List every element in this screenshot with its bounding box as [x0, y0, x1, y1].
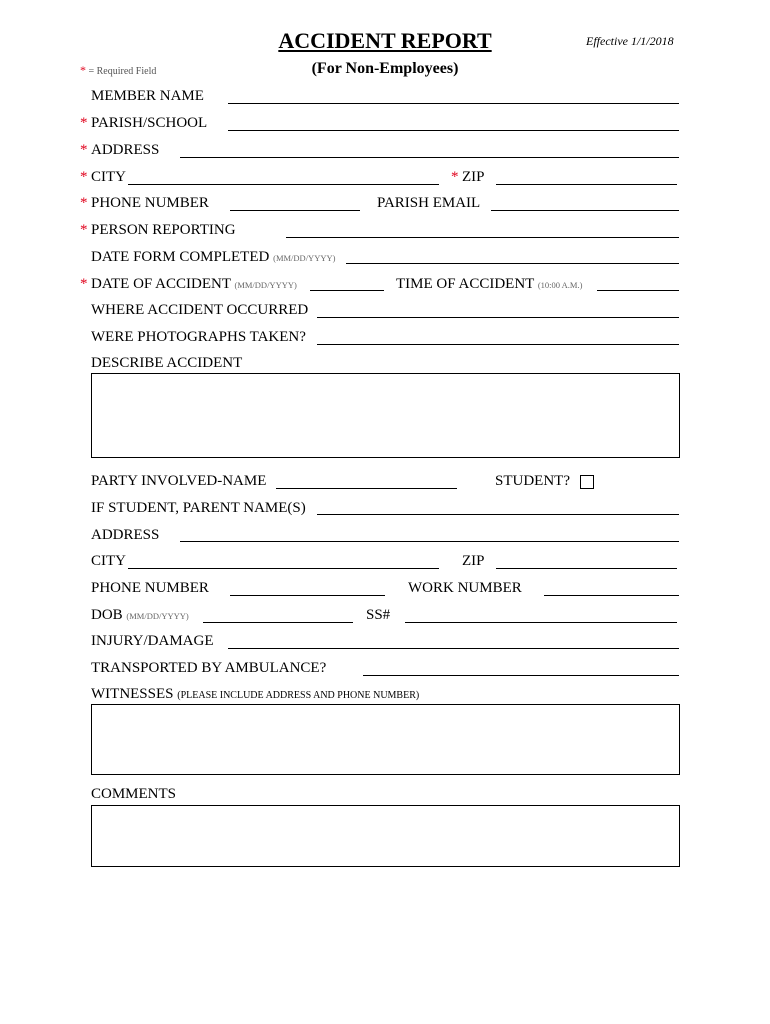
describe-accident-label: DESCRIBE ACCIDENT [91, 355, 243, 371]
date-form-completed-field[interactable] [346, 263, 679, 264]
city-label: CITY [91, 169, 126, 185]
injury-label: INJURY/DAMAGE [91, 633, 214, 649]
comments-textarea[interactable] [91, 805, 680, 867]
witnesses-textarea[interactable] [91, 704, 680, 775]
zip-label: ZIP [462, 169, 485, 185]
party-city-field[interactable] [128, 568, 439, 569]
comments-label: COMMENTS [91, 786, 177, 802]
form-title: ACCIDENT REPORT [278, 28, 492, 53]
address-label: ADDRESS [91, 142, 160, 158]
where-accident-label: WHERE ACCIDENT OCCURRED [91, 302, 309, 318]
required-star: * [80, 276, 88, 292]
person-reporting-label: PERSON REPORTING [91, 222, 236, 238]
ambulance-label: TRANSPORTED BY AMBULANCE? [91, 660, 327, 676]
required-star: * [80, 63, 86, 77]
required-star: * [80, 169, 88, 185]
address-field[interactable] [180, 157, 679, 158]
party-address-field[interactable] [180, 541, 679, 542]
describe-accident-textarea[interactable] [91, 373, 680, 458]
parish-email-label: PARISH EMAIL [377, 195, 481, 211]
date-of-accident-label [91, 275, 297, 294]
phone-number-field[interactable] [230, 210, 360, 211]
photos-taken-field[interactable] [317, 344, 679, 345]
party-phone-field[interactable] [230, 595, 385, 596]
parish-school-field[interactable] [228, 130, 679, 131]
ss-label: SS# [366, 607, 391, 623]
date-format-hint: (MM/DD/YYYY) [234, 280, 297, 290]
work-number-field[interactable] [544, 595, 679, 596]
party-zip-field[interactable] [496, 568, 677, 569]
date-form-completed-label [91, 248, 335, 267]
required-star: * [80, 222, 88, 238]
required-field-legend [80, 63, 156, 78]
parish-email-field[interactable] [491, 210, 679, 211]
dob-field[interactable] [203, 622, 353, 623]
member-name-label: MEMBER NAME [91, 88, 204, 104]
member-name-field[interactable] [228, 103, 679, 104]
ss-field[interactable] [405, 622, 677, 623]
required-star: * [80, 142, 88, 158]
witnesses-text: WITNESSES [91, 686, 174, 702]
form-subtitle: (For Non-Employees) [311, 60, 459, 77]
party-phone-label: PHONE NUMBER [91, 580, 209, 596]
time-of-accident-label [396, 275, 582, 294]
party-city-label: CITY [91, 553, 126, 569]
required-star: * [80, 195, 88, 211]
effective-date: Effective 1/1/2018 [586, 34, 674, 48]
date-of-accident-text: DATE OF ACCIDENT [91, 276, 231, 292]
time-of-accident-field[interactable] [597, 290, 679, 291]
parent-names-label: IF STUDENT, PARENT NAME(S) [91, 500, 306, 516]
date-format-hint: (MM/DD/YYYY) [273, 253, 336, 263]
witnesses-label [91, 685, 419, 705]
where-accident-field[interactable] [317, 317, 679, 318]
person-reporting-field[interactable] [286, 237, 679, 238]
date-of-accident-field[interactable] [310, 290, 384, 291]
party-address-label: ADDRESS [91, 527, 160, 543]
required-star: * [80, 115, 88, 131]
parent-names-field[interactable] [317, 514, 679, 515]
photos-taken-label: WERE PHOTOGRAPHS TAKEN? [91, 329, 306, 345]
required-field-text: = Required Field [88, 66, 157, 77]
required-star: * [451, 169, 459, 185]
party-involved-label: PARTY INVOLVED-NAME [91, 473, 267, 489]
dob-format-hint: (MM/DD/YYYY) [126, 611, 189, 621]
work-number-label: WORK NUMBER [408, 580, 522, 596]
time-of-accident-text: TIME OF ACCIDENT [396, 276, 535, 292]
date-form-completed-text: DATE FORM COMPLETED [91, 249, 270, 265]
student-label: STUDENT? [495, 473, 570, 489]
student-checkbox[interactable] [580, 475, 594, 489]
party-zip-label: ZIP [462, 553, 485, 569]
time-format-hint: (10:00 A.M.) [537, 280, 583, 290]
zip-field[interactable] [496, 184, 677, 185]
dob-label [91, 606, 189, 625]
witnesses-note: (PLEASE INCLUDE ADDRESS AND PHONE NUMBER) [177, 690, 420, 701]
party-involved-field[interactable] [276, 488, 457, 489]
phone-number-label: PHONE NUMBER [91, 195, 209, 211]
ambulance-field[interactable] [363, 675, 679, 676]
injury-field[interactable] [228, 648, 679, 649]
city-field[interactable] [128, 184, 439, 185]
parish-school-label: PARISH/SCHOOL [91, 115, 208, 131]
dob-text: DOB [91, 607, 123, 623]
